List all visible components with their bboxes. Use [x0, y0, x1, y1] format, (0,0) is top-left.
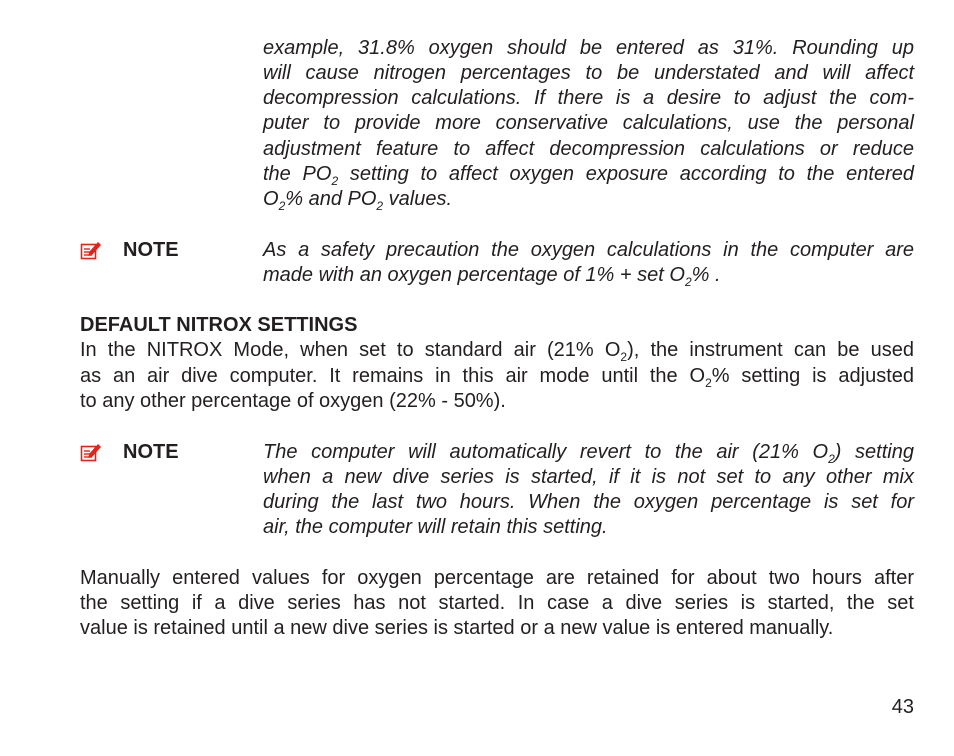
section-heading: DEFAULT NITROX SETTINGS [80, 314, 358, 336]
note2-line-3: during the last two hours. When the oxygen percentage is set for [263, 491, 914, 513]
page-number: 43 [891, 696, 914, 718]
note-label: NOTE [123, 441, 179, 463]
intro-line-4: puter to provide more conservative calculations, use the personal [263, 112, 914, 134]
intro-line-1: example, 31.8% oxygen should be entered as 31%. Rounding up [263, 37, 914, 59]
intro-line-5: adjustment feature to affect decompression calculations or reduce [263, 138, 914, 160]
intro-line-2: will cause nitrogen percentages to be understated and will affect [263, 62, 914, 84]
note2-line-2: when a new dive series is started, if it is not set to any other mix [263, 466, 914, 488]
intro-line-7: $O_2\%$ and $PO_2$ values. [263, 188, 453, 213]
closing-line-2: the setting if a dive series has not started. In case a dive series is started, the set [80, 592, 914, 614]
closing-line-3: value is retained until a new dive series is started or a new value is entered manually. [80, 617, 834, 639]
intro-line-6: the $PO_2$ setting to affect oxygen exposure according to the entered [263, 163, 914, 188]
intro-line-3: decompression calculations. If there is a desire to adjust the com- [263, 87, 914, 109]
note-pencil-icon [80, 240, 102, 260]
note1-line-2: made with an oxygen percentage of 1% + set $O_2\%$ . [263, 264, 721, 289]
section-line-1: In the NITROX Mode, when set to standard air (21% $O_2$), the instrument can be used [80, 339, 914, 364]
note1-line-1: As a safety precaution the oxygen calculations in the computer are [263, 239, 914, 261]
note2-line-4: air, the computer will retain this setting. [263, 516, 608, 538]
section-line-3: to any other percentage of oxygen (22% - 50%). [80, 390, 506, 412]
note-pencil-icon [80, 442, 102, 462]
closing-line-1: Manually entered values for oxygen percentage are retained for about two hours after [80, 567, 914, 589]
section-line-2: as an air dive computer. It remains in this air mode until the $O_2\%$ setting is adjusted [80, 365, 914, 390]
note2-line-1: The computer will automatically revert to the air (21% $O_2$) setting [263, 441, 914, 466]
note-label: NOTE [123, 239, 179, 261]
